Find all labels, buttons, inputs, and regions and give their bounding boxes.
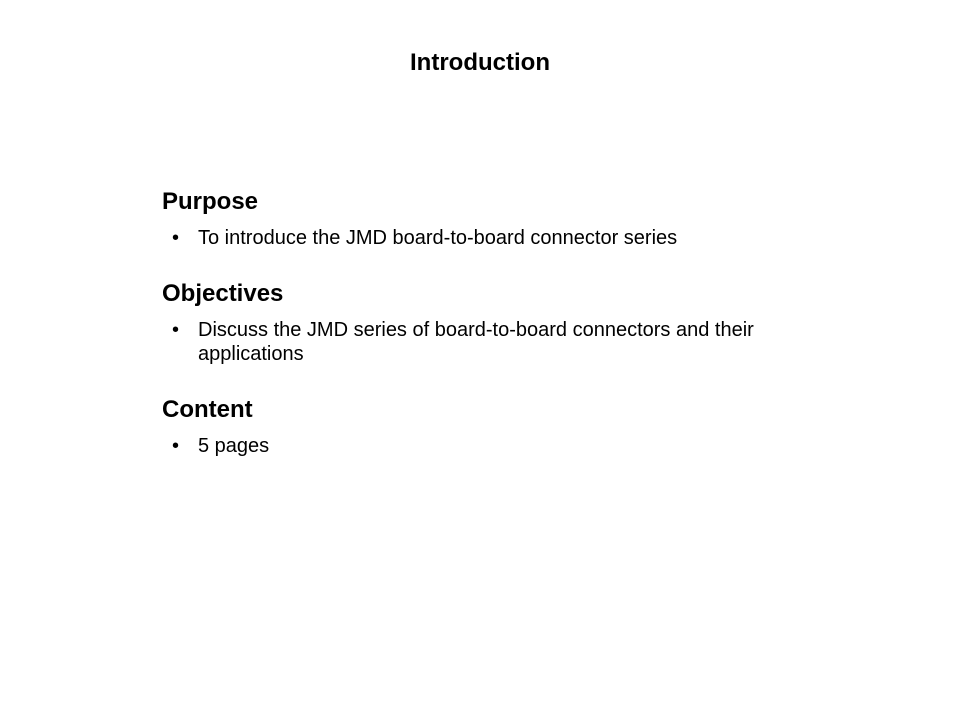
bullet-item xyxy=(162,318,778,366)
slide-title: Introduction xyxy=(410,49,550,76)
section-purpose xyxy=(162,186,802,250)
bullet-item xyxy=(162,434,798,458)
bullet-text: 5 pages xyxy=(198,435,270,457)
bullet-icon: • xyxy=(172,227,180,249)
section-objectives xyxy=(162,278,802,366)
section-heading-objectives: Objectives xyxy=(162,280,284,307)
bullet-list-purpose xyxy=(162,226,802,250)
bullet-list-objectives xyxy=(162,318,802,366)
section-heading-content: Content xyxy=(162,396,253,423)
bullet-list-content xyxy=(162,434,802,458)
bullet-text: Discuss the JMD series of board-to-board connectors and their applications xyxy=(198,319,754,365)
bullet-icon: • xyxy=(172,319,180,341)
bullet-text: To introduce the JMD board-to-board connector series xyxy=(198,227,678,249)
slide-content xyxy=(162,186,802,486)
bullet-item xyxy=(162,226,798,250)
section-heading-purpose: Purpose xyxy=(162,188,259,215)
bullet-icon: • xyxy=(172,435,180,457)
section-content xyxy=(162,394,802,458)
